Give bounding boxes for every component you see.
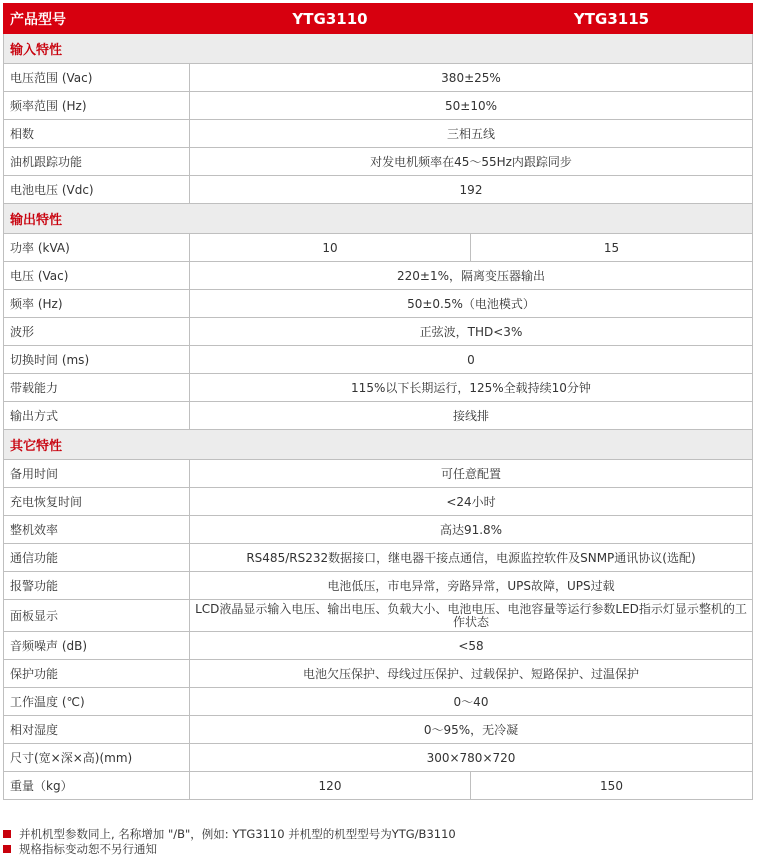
row-value: 300×780×720 (190, 744, 753, 772)
table-row (4, 290, 753, 318)
row-value: 220±1%，隔离变压器输出 (190, 262, 753, 290)
section-header-row (4, 34, 753, 64)
row-value: 三相五线 (190, 120, 753, 148)
table-row (4, 262, 753, 290)
table-row (4, 744, 753, 772)
row-value: 150 (471, 772, 753, 800)
section-title: 输入特性 (4, 34, 753, 64)
section-header-row (4, 430, 753, 460)
row-value: 192 (190, 176, 753, 204)
row-value: 电池欠压保护、母线过压保护、过载保护、短路保护、过温保护 (190, 660, 753, 688)
bullet-square-icon (3, 830, 11, 838)
table-row (4, 516, 753, 544)
row-label: 输出方式 (4, 402, 190, 430)
table-row (4, 234, 753, 262)
row-label: 电压范围 (Vac) (4, 64, 190, 92)
row-label: 功率 (kVA) (4, 234, 190, 262)
row-value: 正弦波，THD<3% (190, 318, 753, 346)
row-label: 备用时间 (4, 460, 190, 488)
row-value: 380±25% (190, 64, 753, 92)
table-row (4, 572, 753, 600)
table-row (4, 346, 753, 374)
row-label: 尺寸(宽×深×高)(mm) (4, 744, 190, 772)
footnotes (3, 826, 753, 856)
row-label: 整机效率 (4, 516, 190, 544)
row-label: 油机跟踪功能 (4, 148, 190, 176)
section-title: 其它特性 (4, 430, 753, 460)
footnote-text: 规格指标变动恕不另行通知 (19, 841, 157, 856)
row-label: 带载能力 (4, 374, 190, 402)
table-row (4, 600, 753, 632)
row-value: RS485/RS232数据接口，继电器干接点通信，电源监控软件及SNMP通讯协议(选配) (190, 544, 753, 572)
row-label: 电池电压 (Vdc) (4, 176, 190, 204)
row-value: 10 (190, 234, 471, 262)
row-value: 50±0.5%（电池模式） (190, 290, 753, 318)
row-label: 频率范围 (Hz) (4, 92, 190, 120)
row-label: 充电恢复时间 (4, 488, 190, 516)
bullet-square-icon (3, 845, 11, 853)
row-value: LCD液晶显示输入电压、输出电压、负载大小、电池电压、电池容量等运行参数LED指示灯显示整机的工作状态 (190, 600, 753, 632)
table-row (4, 120, 753, 148)
row-value: 对发电机频率在45～55Hz内跟踪同步 (190, 148, 753, 176)
row-value: 电池低压，市电异常，旁路异常，UPS故障，UPS过载 (190, 572, 753, 600)
row-value: 15 (471, 234, 753, 262)
row-label: 保护功能 (4, 660, 190, 688)
table-header-row (4, 4, 753, 34)
footnote (3, 826, 753, 841)
row-label: 相数 (4, 120, 190, 148)
table-row (4, 544, 753, 572)
footnote (3, 841, 753, 856)
section-title: 输出特性 (4, 204, 753, 234)
row-label: 重量（kg） (4, 772, 190, 800)
spec-table (3, 3, 753, 800)
table-row (4, 318, 753, 346)
spec-table-body (4, 4, 753, 800)
table-row (4, 688, 753, 716)
row-label: 频率 (Hz) (4, 290, 190, 318)
row-value: 可任意配置 (190, 460, 753, 488)
section-header-row (4, 204, 753, 234)
row-label: 面板显示 (4, 600, 190, 632)
table-row (4, 460, 753, 488)
row-value: <58 (190, 632, 753, 660)
row-value: 115%以下长期运行，125%全载持续10分钟 (190, 374, 753, 402)
row-value: 0 (190, 346, 753, 374)
table-row (4, 176, 753, 204)
table-row (4, 92, 753, 120)
row-value: 接线排 (190, 402, 753, 430)
row-value: 0～95%，无冷凝 (190, 716, 753, 744)
row-label: 工作温度 (℃) (4, 688, 190, 716)
row-label: 电压 (Vac) (4, 262, 190, 290)
table-row (4, 64, 753, 92)
row-label: 报警功能 (4, 572, 190, 600)
table-row (4, 632, 753, 660)
footnote-text: 并机机型参数同上, 名称增加 "/B"，例如: YTG3110 并机型的机型型号为YTG/B3110 (19, 826, 456, 841)
row-value: 120 (190, 772, 471, 800)
row-label: 相对湿度 (4, 716, 190, 744)
table-row (4, 660, 753, 688)
model-name: YTG3115 (471, 4, 753, 34)
table-row (4, 716, 753, 744)
row-label: 音频噪声 (dB) (4, 632, 190, 660)
header-label: 产品型号 (4, 4, 190, 34)
row-label: 切换时间 (ms) (4, 346, 190, 374)
row-value: 50±10% (190, 92, 753, 120)
row-label: 波形 (4, 318, 190, 346)
table-row (4, 374, 753, 402)
row-value: 高达91.8% (190, 516, 753, 544)
row-value: <24小时 (190, 488, 753, 516)
table-row (4, 488, 753, 516)
table-row (4, 772, 753, 800)
row-value: 0～40 (190, 688, 753, 716)
row-label: 通信功能 (4, 544, 190, 572)
table-row (4, 148, 753, 176)
model-name: YTG3110 (190, 4, 471, 34)
table-row (4, 402, 753, 430)
